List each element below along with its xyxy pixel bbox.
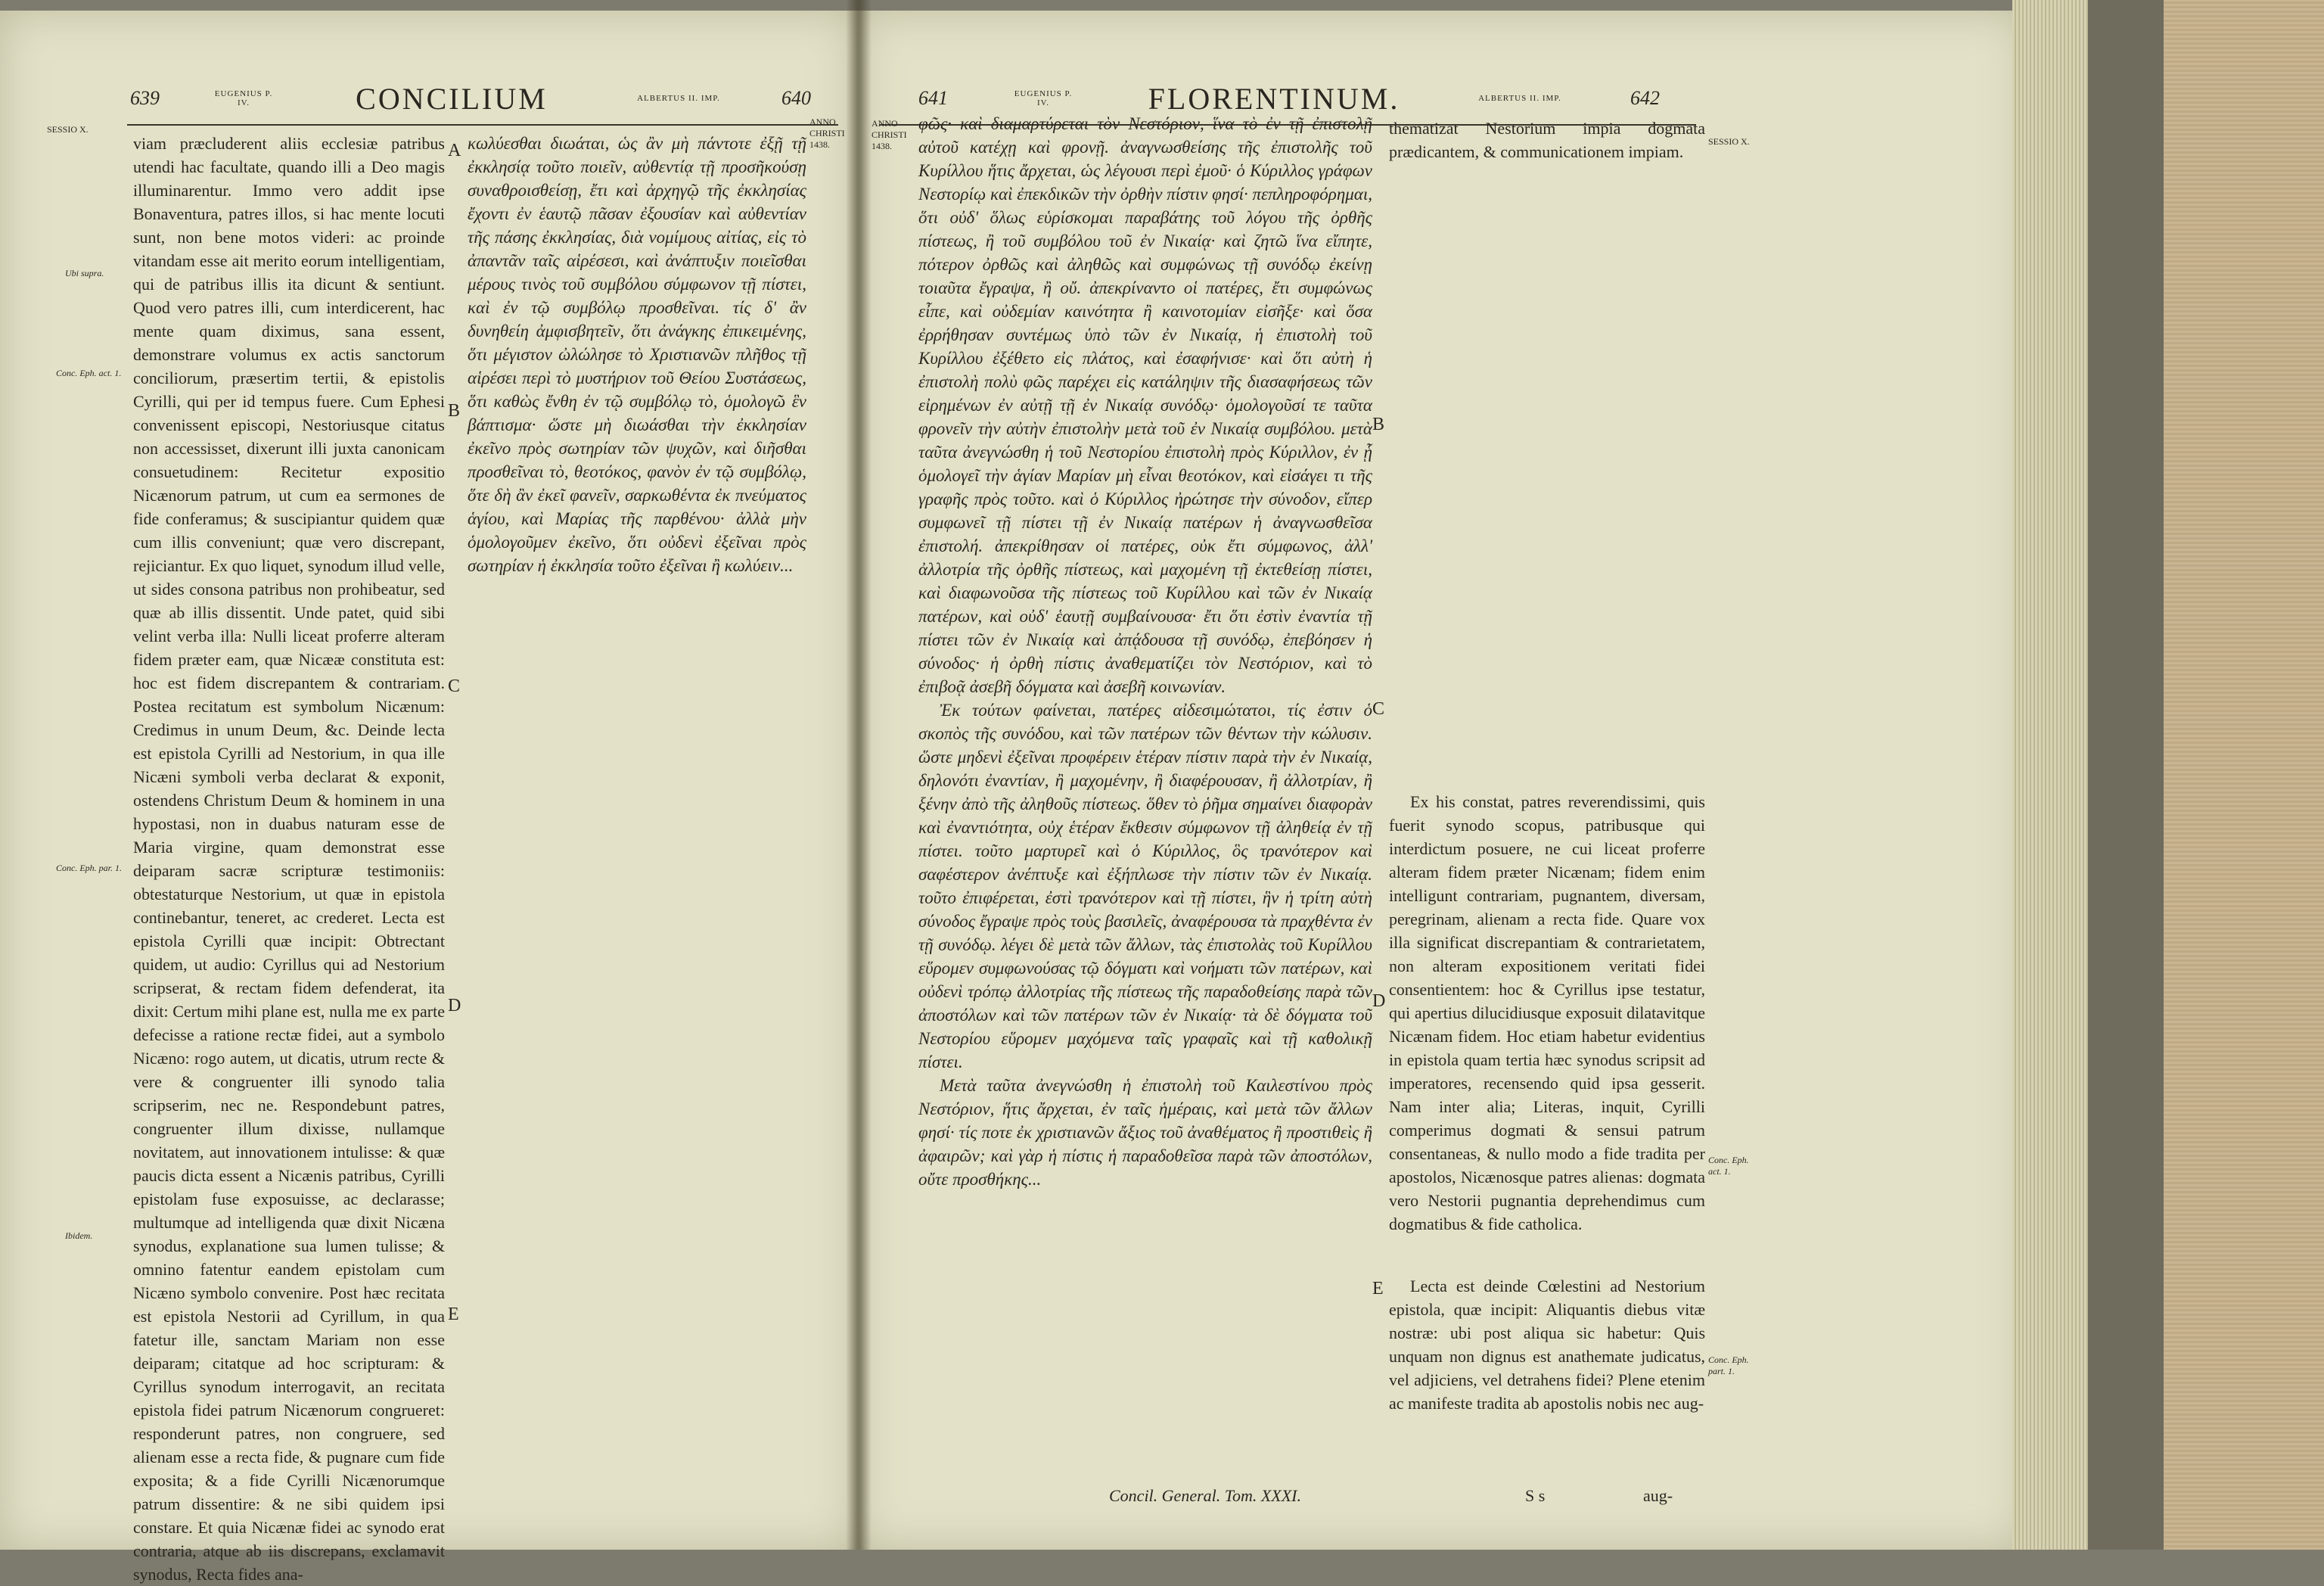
right-page xyxy=(856,11,2026,1550)
page-number: 642 xyxy=(1630,87,1660,109)
header-rule xyxy=(127,124,838,126)
emperor-label: ALBERTUS II. IMP. xyxy=(1478,94,1561,103)
greek-column xyxy=(918,112,1372,1474)
paragraph: viam præcluderent aliis ecclesiæ patribus utendi hac facultate, quando illi a Deo magis illuminarentur. Immo vero addit ipse Bonaventura, patres illos, si hac mente locuti sunt, non bene motos videri: ac proinde vitandam esse ait merito eorum intelligentiam, qui de patribus illis ita dicunt & sentiunt. Quod vero patres illi, cum interdicerent, hac mente quam diximus, sana essent, demonstrare volumus ex actis sanctorum conciliorum, præsertim tertii, & epistolis Cyrilli, qui per id tempus fuere. Cum Ephesi convenissent episcopi, Nestoriusque citatus non accessisset, dixerunt illi juxta canonicam consuetudinem: Recitetur expositio Nicænorum patrum, ut cum ea sermones de fide conferamus; & suscipiantur quidem quæ cum illis conveniunt; quæ vero discrepant, rejiciantur. Ex quo liquet, synodum illud velle, ut sides consona patribus non prohibeatur, sed quæ ab illis dissentit. Unde patet, quid sibi velint verba illa: Nulli liceat proferre alteram fidem præter eam, quæ Nicææ constituta est: hoc est fidem discrepantem & contrariam. Postea recitatum est symbolum Nicænum: Credimus in unum Deum, &c. Deinde lecta est epistola Cyrilli ad Nestorium, in qua ille Nicæni symboli verba declarat & exponit, ostendens Christum Deum & hominem in una hypostasi, non in duabus naturam esse de Maria virgine, quam demonstrat esse deiparam sacræ scripturæ testimoniis: obtestaturque Nestorium, ut quæ in epistola continebantur, teneret, ac crederet. Lecta est epistola Cyrilli quæ incipit: Obtrectant quidem, ut audio: Cyrillus qui ad Nestorium scripserat, & rectam fidem defenderat, ita dixit: Certum mihi plane est, nulla me ex parte defecisse a ratione rectæ fidei, aut a symbolo Nicæno: rogo autem, ut dicatis, utrum recte & vere & congruenter illi synodo talia scripserim, nec ne. Respondebunt patres, congruenter illum dixisse, nullamque novitatem, aut innovationem intulisse: & quæ paucis dicta essent a Nicænis patribus, Cyrilli epistolam fuse exposuisse, ac declarasse; multumque ad intelligenda quæ dixit Nicæna synodus, explanatione sua lumen tulisse; & omnino fatentur eandem epistolam cum Nicæno symbolo convenire. Post hæc recitata est epistola Nestorii ad Cyrillum, in qua fatetur ille, sanctam Mariam non esse deiparam; citatque ad hoc scripturam: & Cyrillus synodum interrogavit, an recitata epistola fidei patrum Nicænorum congrueret: responderunt patres, non congruere, sed alienam esse a recta fide, & pugnare cum fide exposita; & a fide Cyrilli Nicænorumque patrum dissentire: & ne sibi quidem ipsi constare. Et quia Nicænæ fidei ac synodo erat contraria, atque ab iis discrepans, exclamavit synodus, Recta fides ana- xyxy=(133,134,445,1584)
signature-letter: C xyxy=(448,676,461,696)
margin-note: Conc. Eph. act. 1. xyxy=(1708,1155,1749,1177)
running-title: FLORENTINUM. xyxy=(1148,81,1400,116)
margin-note: Conc. Eph. part. 1. xyxy=(1708,1354,1749,1376)
latin-column xyxy=(1389,117,1705,1539)
cloth-background xyxy=(2164,0,2324,1550)
paragraph: Ex his constat, patres reverendissimi, quis fuerit synodo scopus, patribusque qui interdictum posuere, ne cui liceat proferre alteram fidem præter Nicænam; fidem enim intelligunt contrariam, pugnantem, diversam, peregrinam, alienam a recta fide. Quare vox illa significat discrepantiam & contrarietatem, non alteram expositionem veritati fidei consentientem: hoc & Cyrillus ipse testatur, qui apertius dilucidiusque exposuit dilatavitque Nicænam fidem. Hoc etiam habetur evidentius in epistola quam tertia hæc synodus scripsit ad imperatores, recensendo quid ipsa gesserit. Nam inter alia; Literas, inquit, Cyrilli comperimus dogmati & sensui patrum consentaneas, & nullo modo a fide tradita per apostolos, Nicænosque patres alienas: dogmata vero Nestorii pugnantia deprehendimus cum dogmatibus & fide catholica. xyxy=(1389,792,1705,1233)
latin-column xyxy=(133,132,445,1584)
left-running-head xyxy=(130,76,834,121)
margin-note: SESSIO X. xyxy=(47,124,89,135)
signature-letter: E xyxy=(1372,1279,1384,1298)
page-number: 639 xyxy=(130,87,160,109)
margin-note: ANNO CHRISTI 1438. xyxy=(809,117,845,150)
page-number: 641 xyxy=(918,87,948,109)
signature-letter: C xyxy=(1372,699,1385,719)
signature-letter: B xyxy=(448,401,461,421)
book-gutter xyxy=(846,0,872,1550)
signature-letter: D xyxy=(448,996,461,1015)
signature-letter: D xyxy=(1372,991,1386,1011)
emperor-label: ALBERTUS II. IMP. xyxy=(637,94,720,103)
collection-footer: Concil. General. Tom. XXXI. xyxy=(1109,1486,1301,1505)
margin-note: SESSIO X. xyxy=(1708,136,1750,147)
signature-letter: A xyxy=(448,141,461,160)
paragraph: Μετὰ ταῦτα ἀνεγνώσθη ἡ ἐπιστολὴ τοῦ Καιλεστίνου πρὸς Νεστόριον, ἥτις ἄρχεται, ἐν ταῖς ἡμέραις, καὶ μετὰ τῶν ἄλλων φησί· τίς ποτε ἐκ χριστιανῶν ἄξιος τοῦ ἀναθέματος ἢ προστιθεὶς ἢ ἀφαιρῶν; καὶ γὰρ ἡ πίστις ἡ παραδοθεῖσα παρὰ τῶν ἀποστόλων, οὔτε προσθήκης... xyxy=(918,1076,1372,1189)
margin-note: ANNO CHRISTI 1438. xyxy=(872,118,907,151)
paragraph: κωλύεσθαι διωάται, ὡς ἂν μὴ πάντοτε ἐξῇ τῇ ἐκκλησίᾳ τοῦτο ποιεῖν, αὐθεντίᾳ τῇ προσῆκούσῃ συναθροισθείσῃ, ἔτι καὶ ἀρχηγῷ τῆς ἐκκλησίας ἔχοντι ἐν ἑαυτῷ πᾶσαν ἐξουσίαν καὶ αὐθεντίαν τῆς πάσης ἐκκλησίας, διὰ νομίμους αἰτίας, εἰς τὸ ἀπαντᾶν ταῖς αἱρέσεσι, καὶ ἀνάπτυξιν ποιεῖσθαι μέρους τινὸς τοῦ συμβόλου σύμφωνον τῇ πίστει, καὶ ἐν τῷ συμβόλῳ προσθεῖναι. τίς δ' ἂν δυνηθείη ἀμφισβητεῖν, ὅτι ἀνάγκης ἐπικειμένης, ὅτι μέγιστον ὠλώλησε τὸ Χριστιανῶν πλῆθος τῇ αἱρέσει περὶ τὸ μυστήριον τοῦ Θείου Συστάσεως, ὅτι καθὼς ἔνθη ἐν τῷ συμβόλῳ τὸ, ὁμολογῶ ἓν βάπτισμα· ὥστε μὴ διωάσθαι τὴν ἐκκλησίαν ἐκεῖνο πρὸς σωτηρίαν τῶν ψυχῶν, καὶ διῆσθαι προσθεῖναι τὸ, θεοτόκος, φανὸν ἐν τῷ συμβόλῳ, ὅτε δὴ ἂν ἐκεῖ φανεῖν, σαρκωθέντα ἐκ πνεύματος ἁγίου, καὶ Μαρίας τῆς παρθένου· ἀλλὰ μὴν ὁμολογοῦμεν ἐκεῖνο, ὅτι οὐδενὶ ἐξεῖναι πρὸς σωτηρίαν ἡ ἐκκλησία τοῦτο ἐξεῖναι ἢ κωλύειν... xyxy=(468,134,806,575)
pope-label: EUGENIUS P. IV. xyxy=(1014,89,1073,107)
paragraph: Ἐκ τούτων φαίνεται, πατέρες αἰδεσιμώτατοι, τίς ἐστιν ὁ σκοπὸς τῆς συνόδου, καὶ τῶν πατέρων τῶν θέντων τὴν κώλυσιν. ὥστε μηδενὶ ἐξεῖναι προφέρειν ἑτέραν πίστιν παρὰ τὴν ἐν Νικαίᾳ, δηλονότι ἐναντίαν, ἢ μαχομένην, ἢ διαφέρουσαν, ἢ ἀλλοτρίαν, ἢ ξένην ἀπὸ τῆς ἀληθοῦς πίστεως. ὅθεν τὸ ῥῆμα σημαίνει διαφορὰν καὶ ἐναντιότητα, οὐχ ἑτέραν ἔκθεσιν σύμφωνον τῇ ἀληθείᾳ ἐν τῇ πίστει. τοῦτο μαρτυρεῖ καὶ ὁ Κύριλλος, ὃς τρανότερον καὶ σαφέστερον ἀνέπτυξε καὶ ἐξήπλωσε τὴν πίστιν τῶν ἐν Νικαίᾳ. τοῦτο ἐπιφέρεται, ἐστὶ τρανότερον καὶ τῇ πίστει, ἣν ἡ τρίτη αὐτὴ σύνοδος ἔγραψε πρὸς τοὺς βασιλεῖς, ἀναφέρουσα τὰ πραχθέντα ἐν τῇ συνόδῳ. λέγει δὲ μετὰ τῶν ἄλλων, τὰς ἐπιστολὰς τοῦ Κυρίλλου εὕρομεν συμφωνούσας τῷ δόγματι καὶ νοήματι τῶν πατέρων, καὶ οὐδενὶ τρόπῳ ἀλλοτρίας τῆς πίστεως τῆς παραδοθείσης παρὰ τῶν ἀποστόλων καὶ τῶν πατέρων τῶν ἐν Νικαίᾳ· τὰ δὲ δόγματα τοῦ Νεστορίου εὕρομεν μαχόμενα ταῖς γραφαῖς καὶ τῇ καθολικῇ πίστει. xyxy=(918,701,1372,1071)
margin-note: Conc. Eph. act. 1. xyxy=(56,368,122,378)
greek-column xyxy=(468,132,806,1539)
margin-note: Ubi supra. xyxy=(65,268,104,278)
margin-note: Conc. Eph. par. 1. xyxy=(56,863,122,873)
signature-mark: S s xyxy=(1525,1486,1546,1505)
paragraph: φῶς· καὶ διαμαρτύρεται τὸν Νεστόριον, ἵνα τὸ ἐν τῇ ἐπιστολῇ αὐτοῦ κατέχῃ καὶ φρονῇ. ἀναγνωσθείσης τῆς ἐπιστολῆς τοῦ Κυρίλλου ἥτις ἄρχεται, ὡς λέγουσι περὶ ἐμοῦ· ὁ Κύριλλος γράφων Νεστορίῳ καὶ ἐπεκδικῶν τὴν ὀρθὴν πίστιν φησί· πεπληροφόρημαι, ὅτι οὐδ' ὅλως εὑρίσκομαι παραβάτης τοῦ λόγου τῆς ὀρθῆς πίστεως, ἢ τοῦ συμβόλου τοῦ ἐν Νικαίᾳ· καὶ ζητῶ ἵνα εἴπητε, πότερον ὀρθῶς καὶ ἀληθῶς καὶ συμφώνως τῇ συνόδῳ ἐκείνῃ τοιαῦτα ἔγραψα, ἢ οὔ. ἀπεκρίναντο οἱ πατέρες, ἔτι συμφώνως εἶπε, καὶ οὐδεμίαν καινότητα ἢ καινοτομίαν εἰσῆξε· καὶ ὅσα ἐρρήθησαν συντέμως ὑπὸ τῶν ἐν Νικαίᾳ, ἡ ἐπιστολὴ τοῦ Κυρίλλου ἐξέθετο εἰς πλάτος, καὶ ἐσαφήνισε· καὶ ὅτι αὐτὴ ἡ ἐπιστολὴ πολὺ φῶς παρέχει εἰς κατάληψιν τῆς διασαφήσεως τῶν εἰρημένων ἐν αὐτῇ τῇ ἐν Νικαίᾳ συνόδῳ· ὁμολογοῦσί τε ταῦτα φρονεῖν τὴν αὐτὴν ἐπιστολὴν μετὰ τοῦ ἐν Νικαίᾳ συμβόλου. μετὰ ταῦτα ἀνεγνώσθη ἡ τοῦ Νεστορίου ἐπιστολὴ πρὸς Κύριλλον, ἐν ᾗ ὁμολογεῖ τὴν ἁγίαν Μαρίαν μὴ εἶναι θεοτόκον, καὶ εἰσάγει τι τῆς γραφῆς πρὸς τοῦτο. καὶ ὁ Κύριλλος ἠρώτησε τὴν σύνοδον, εἴπερ συμφωνεῖ τῇ πίστει τῇ ἐν Νικαίᾳ πατέρων ἡ ἀναγνωσθεῖσα ἐπιστολή. ἀπεκρίθησαν οἱ πατέρες, οὐκ ἔτι σύμφωνος, ἀλλ' ἀλλοτρία τῆς ὀρθῆς πίστεως, καὶ μαχομένη τῇ ἐκτεθείσῃ πίστει, καὶ διαφωνοῦσα τῆς πίστεως τοῦ Κυρίλλου καὶ τῶν ἐν Νικαίᾳ πατέρων, καὶ οὐδ' ἑαυτῇ συμβαίνουσα· ἔτι ὅτι ἐστὶν ἐναντία τῇ πίστει τῶν ἐν Νικαίᾳ καὶ ἀπᾴδουσα τῇ συνόδῳ, ἐπεβόησεν ἡ σύνοδος· ἡ ὀρθὴ πίστις ἀναθεματίζει τὸν Νεστόριον, καὶ τὸ ἐπιβοᾷ ἀσεβῆ δόγματα καὶ ἀσεβῆ κοινωνίαν. xyxy=(918,114,1372,696)
catchword: aug- xyxy=(1643,1486,1673,1505)
cover-inner xyxy=(2088,0,2164,1550)
page-number: 640 xyxy=(781,87,811,109)
running-title: CONCILIUM xyxy=(356,81,548,116)
paragraph: thematizat Nestorium impia dogmata prædicantem, & communicationem impiam. xyxy=(1389,119,1705,161)
left-page xyxy=(0,11,856,1584)
signature-letter: E xyxy=(448,1305,459,1324)
margin-note: Ibidem. xyxy=(65,1230,93,1241)
paragraph: Lecta est deinde Cœlestini ad Nestorium epistola, quæ incipit: Aliquantis diebus vitæ nostræ: ubi post aliqua sic habetur: Quis unquam non dignus est anathemate judicatus, vel adjiciens, vel detrahens fidei? Plene etenim ac manifeste tradita ab apostolis nobis nec aug- xyxy=(1389,1277,1705,1413)
page-edges xyxy=(2012,0,2089,1550)
signature-letter: B xyxy=(1372,415,1385,434)
pope-label: EUGENIUS P. IV. xyxy=(214,89,273,107)
